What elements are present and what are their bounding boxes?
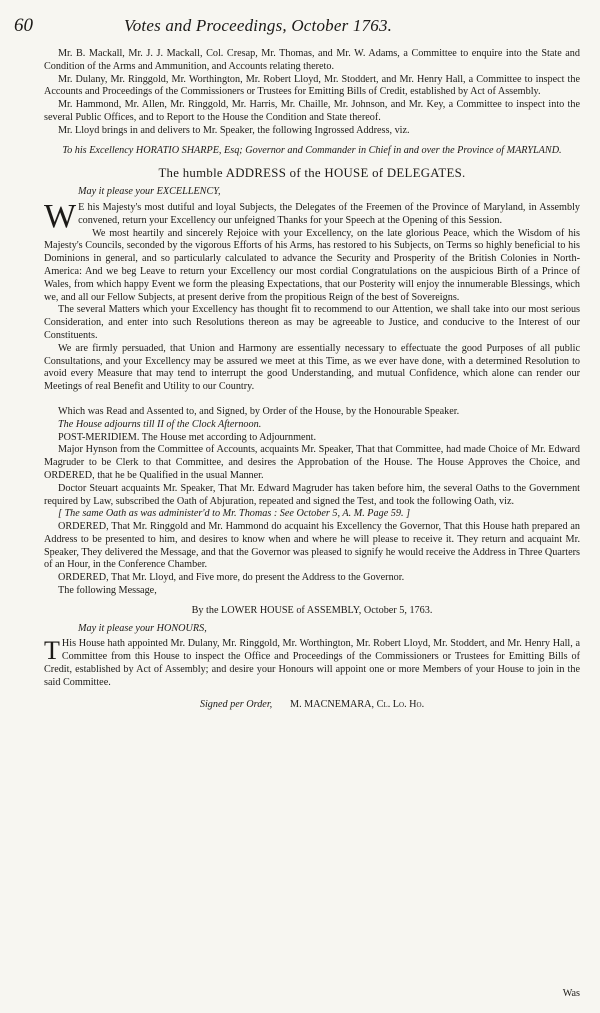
- drop-cap-t: T: [44, 636, 60, 666]
- salutation-honours: May it please your HONOURS,: [78, 622, 207, 634]
- paragraph-hynson: Major Hynson from the Committee of Accounts, acquaints Mr. Speaker, That that Committee, had made Choice of Mr. Edward Magruder to be Clerk to that Committee, and desires the Approbation of the House. The House Approves the Choice, and ORDERED, that he be Qualified in the usual Manner.: [44, 444, 580, 481]
- paragraph-adjourns: The House adjourns till II of the Clock Afternoon.: [58, 418, 262, 430]
- paragraph-following-message: The following Message,: [58, 585, 157, 597]
- address-to-governor: To his Excellency HORATIO SHARPE, Esq; Governor and Commander in Chief in and over the Province of MARYLAND.: [62, 144, 562, 156]
- page-header: [8, 15, 580, 48]
- address-paragraph-1-text: E his Majesty's most dutiful and loyal Subjects, the Delegates of the Freemen of the Province of Maryland, in Assembly convened, return your Excellency our unfeigned Thanks for your Speech at the Opening of this Session.: [78, 201, 580, 226]
- paragraph-steuart: Doctor Steuart acquaints Mr. Speaker, That Mr. Edward Magruder has taken before him, the several Oaths to the Government required by Law, subscribed the Oath of Abjuration, repeated and signed the Test, and took the following Oath, viz.: [44, 482, 580, 507]
- message-heading: By the LOWER HOUSE of ASSEMBLY, October 5, 1763.: [191, 604, 433, 616]
- address-paragraph-1: [44, 197, 580, 235]
- paragraph-arms-committee: Mr. B. Mackall, Mr. J. J. Mackall, Col. Cresap, Mr. Thomas, and Mr. W. Adams, a Committee to enquire into the State and Condition of the Arms and Ammunition, and Accounts relating thereto.: [44, 48, 580, 72]
- salutation-excellency: May it please your EXCELLENCY,: [78, 186, 221, 198]
- paragraph-oath-reference: [ The same Oath as was administer'd to Mr. Thomas : See October 5, A. M. Page 59. ]: [58, 508, 411, 520]
- paragraph-credit-committee: Mr. Dulany, Mr. Ringgold, Mr. Worthington, Mr. Robert Lloyd, Mr. Stoddert, and Mr. Henry Hall, a Committee to inspect the Accounts and Proceedings of the Commissioners or Trustees for Emitting Bills of Credit, established by Act of Assembly.: [44, 73, 580, 98]
- paragraph-ordered-ringgold: ORDERED, That Mr. Ringgold and Mr. Hammond do acquaint his Excellency the Governor, That this House hath prepared an Address to be presented to him, and desires to know when and where he will please to receive it. They return and acquaint Mr. Speaker, They delivered the Message, and that the Governor was pleased to signify he would receive the Address in Three Quarters of an Hour, in the Conference Chamber.: [44, 521, 580, 571]
- address-title: The humble ADDRESS of the HOUSE of DELEGATES.: [158, 166, 466, 181]
- catchword: Was: [562, 988, 580, 999]
- paragraph-offices-committee: Mr. Hammond, Mr. Allen, Mr. Ringgold, Mr. Harris, Mr. Chaille, Mr. Johnson, and Mr. Key, a Committee to inspect into the several Public Offices, and to Report to the House the Condition and State thereof.: [44, 99, 580, 123]
- page-number: 60: [14, 15, 33, 36]
- paragraph-lloyd-address: Mr. Lloyd brings in and delivers to Mr. Speaker, the following Ingrossed Address, viz.: [58, 124, 410, 136]
- drop-cap-w: W: [44, 197, 77, 235]
- signer-name: M. MACNEMARA, Cl. Lo. Ho.: [290, 698, 425, 710]
- paragraph-read-assented: Which was Read and Assented to, and Signed, by Order of the House, by the Honourable Speaker.: [58, 405, 460, 417]
- address-paragraph-3: The several Matters which your Excellency has thought fit to recommend to our Attention, we shall take into our most serious Consideration, and enter into such Resolutions thereon as may be agreeable to Justice, and conducive to the Interest of our Constituents.: [44, 304, 580, 341]
- address-paragraph-4: We are firmly persuaded, that Union and Harmony are essentially necessary to effectuate the good Purposes of all public Consultations, and your Excellency may be assured we meet at this Time, as we ever have done, with a determined Resolution to avoid every Measure that may tend to interrupt the good Understanding, and mutual Confidence, which alone can render our Meetings of real Benefit and Utility to our Country.: [44, 342, 580, 393]
- signed-label: Signed per Order,: [199, 698, 273, 710]
- paragraph-ordered-lloyd: ORDERED, That Mr. Lloyd, and Five more, do present the Address to the Governor.: [58, 572, 405, 584]
- message-paragraph: [44, 638, 580, 689]
- signature-line: [44, 699, 580, 712]
- paragraph-post-meridiem: POST-MERIDIEM. The House met according to Adjournment.: [58, 431, 317, 443]
- running-title: Votes and Proceedings, October 1763.: [124, 16, 393, 35]
- message-paragraph-text: His House hath appointed Mr. Dulany, Mr. Ringgold, Mr. Worthington, Mr. Robert Lloyd, Mr. Stoddert, and Mr. Henry Hall, a Committee from this House to inspect the Office and Proceedings of the Commissioners or Trustees for Emitting Bills of Credit, established by Act of Assembly; and desire your Honours will appoint one or more Members of your House to join in the said Committee.: [44, 638, 580, 688]
- address-paragraph-2: We most heartily and sincerely Rejoice with your Excellency, on the late glorious Peace, which the Wisdom of his Majesty's Councils, seconded by the vigorous Efforts of his Arms, has restored to his Subjects, on Terms so highly beneficial to his Dominions in general, and so particularly calculated to advance the Security and Prosperity of the British Colonies in North-America: And we beg Leave to return your Excellency our most cordial Congratulations on the auspicious Birth of a Prince of Wales, from which happy Event we form the pleasing Expectations, that our Posterity will enjoy the innumerable Blessings, which we, and all our Fellow Subjects, at present derive from the propitious Reign of the best of Sovereigns.: [44, 227, 580, 303]
